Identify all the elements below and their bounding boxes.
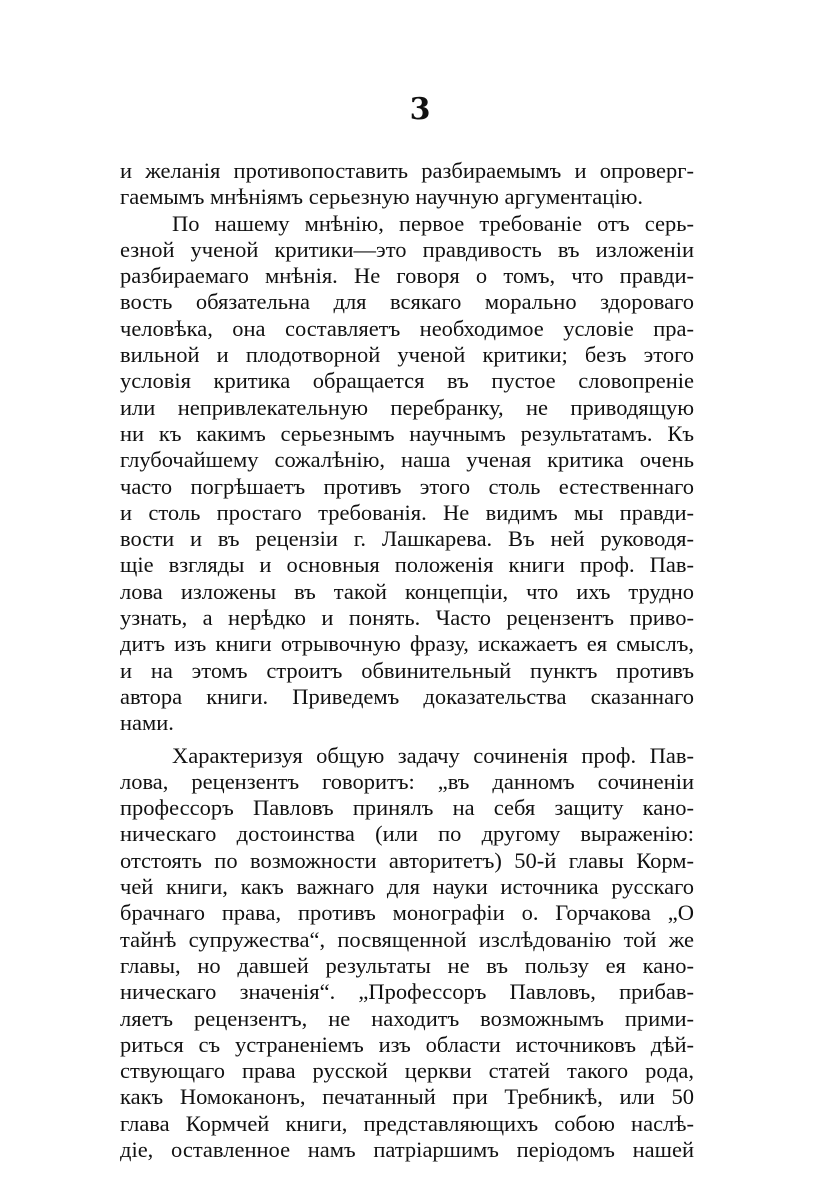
- text-line: ническаго значенія“. „Профессоръ Павловъ, прибав-: [120, 979, 694, 1005]
- text-line: глава Кормчей книги, представляющихъ собою наслѣ-: [120, 1110, 694, 1136]
- text-line: гаемымъ мнѣніямъ серьезную научную аргументацію.: [120, 184, 644, 210]
- text-line: езной ученой критики—это правдивость въ изложеніи: [120, 236, 694, 262]
- text-line: и столь простаго требованія. Не видимъ мы правди-: [120, 499, 694, 525]
- text-line: условія критика обращается въ пустое словопреніе: [120, 368, 694, 394]
- text-line: человѣка, она составляетъ необходимое условіе пра-: [120, 315, 694, 341]
- text-line: и желанія противопоставить разбираемымъ и опроверг-: [120, 158, 694, 183]
- text-line: главы, но давшей результаты не въ пользу ея кано-: [120, 952, 694, 978]
- text-line: брачнаго права, противъ монографіи о. Горчакова „О: [120, 900, 694, 926]
- text-line: ническаго достоинства (или по другому выраженію:: [120, 821, 694, 847]
- text-line: или непривлекательную перебранку, не приводящую: [120, 394, 694, 420]
- text-line: вости и въ рецензіи г. Лашкарева. Въ ней руководя-: [120, 526, 694, 552]
- text-line: вость обязательна для всякаго морально здороваго: [120, 289, 694, 315]
- text-line: профессоръ Павловъ принялъ на себя защиту кано-: [120, 795, 694, 821]
- text-line: узнать, а нерѣдко и понять. Часто рецензентъ приво-: [120, 605, 694, 631]
- text-line: ляетъ рецензентъ, не находитъ возможнымъ прими-: [120, 1005, 694, 1031]
- text-line: тайнѣ супружества“, посвященной изслѣдованію той же: [120, 926, 694, 952]
- text-line: какъ Номоканонъ, печатанный при Требникѣ, или 50: [120, 1084, 694, 1110]
- page-number: 3: [409, 92, 431, 127]
- text-line: ствующаго права русской церкви статей такого рода,: [120, 1058, 694, 1084]
- text-line: діе, оставленное намъ патріаршимъ періодомъ нашей: [120, 1136, 694, 1162]
- text-line: и на этомъ строитъ обвинительный пунктъ противъ: [120, 657, 694, 683]
- text-line: часто погрѣшаетъ противъ этого столь естественнаго: [120, 473, 694, 499]
- text-line: лова, рецензентъ говоритъ: „въ данномъ сочиненіи: [120, 768, 694, 794]
- text-line: лова изложены въ такой концепціи, что ихъ трудно: [120, 578, 694, 604]
- paragraph-3: [120, 743, 694, 1164]
- text-line: автора книги. Приведемъ доказательства сказаннаго: [120, 683, 694, 709]
- text-line: глубочайшему сожалѣнію, наша ученая критика очень: [120, 447, 694, 473]
- text-line: вильной и плодотворной ученой критики; безъ этого: [120, 342, 694, 368]
- text-line: дитъ изъ книги отрывочную фразу, искажаетъ ея смыслъ,: [120, 631, 694, 657]
- text-line: щіе взгляды и основныя положенія книги проф. Пав-: [120, 552, 694, 578]
- paragraph-2: [120, 211, 694, 737]
- text-line: ни къ какимъ серьезнымъ научнымъ результатамъ. Къ: [120, 420, 694, 446]
- text-line: Характеризуя общую задачу сочиненія проф. Пав-: [172, 742, 694, 768]
- text-line: чей книги, какъ важнаго для науки источника русскаго: [120, 874, 694, 900]
- text-line: отстоять по возможности авторитетъ) 50-й главы Корм-: [120, 847, 694, 873]
- body-text: [120, 158, 694, 1163]
- paragraph-1: [120, 158, 694, 211]
- text-line: риться съ устраненіемъ изъ области источниковъ дѣй-: [120, 1031, 694, 1057]
- text-line: По нашему мнѣнію, первое требованіе отъ серь-: [172, 210, 694, 236]
- text-line: разбираемаго мнѣнія. Не говоря о томъ, что правди-: [120, 263, 694, 289]
- text-line: нами.: [120, 710, 174, 736]
